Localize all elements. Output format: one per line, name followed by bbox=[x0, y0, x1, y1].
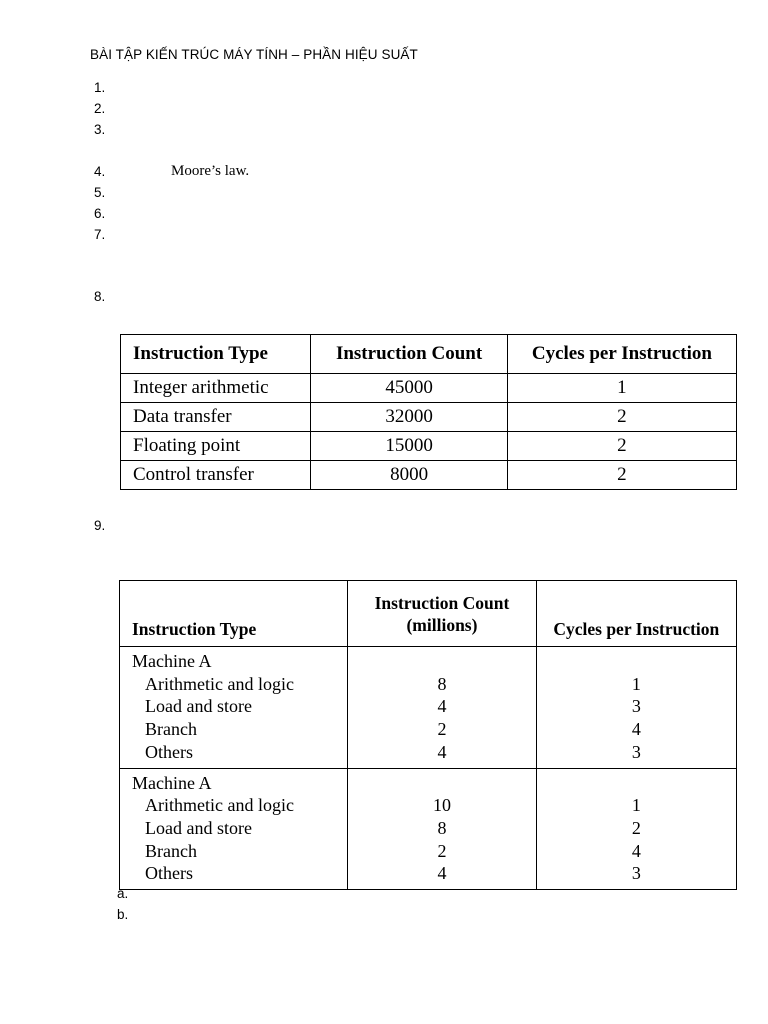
count-value: 8 bbox=[437, 673, 447, 694]
instruction-type-label: Branch bbox=[145, 840, 197, 861]
item-number-2: 2. bbox=[94, 101, 106, 116]
table-cell: 45000 bbox=[311, 374, 508, 403]
instruction-type-label: Load and store bbox=[145, 696, 252, 717]
table-header-cell: Instruction Type bbox=[121, 335, 311, 374]
table-cell-counts bbox=[348, 768, 536, 890]
table-row bbox=[121, 432, 737, 461]
machine-label: Machine A bbox=[132, 651, 212, 671]
table-cell: 2 bbox=[507, 461, 736, 490]
table-header-row bbox=[120, 581, 737, 647]
table-cell: 8000 bbox=[311, 461, 508, 490]
cpi-value: 1 bbox=[631, 673, 641, 694]
table-cell: 15000 bbox=[311, 432, 508, 461]
table-header-cell: Instruction Type bbox=[120, 581, 348, 647]
cpi-value: 2 bbox=[631, 817, 641, 838]
table-header-cell: Cycles per Instruction bbox=[536, 581, 736, 647]
table-cell-names bbox=[120, 647, 348, 769]
item-4-text: Moore’s law. bbox=[171, 163, 250, 179]
table-row bbox=[121, 374, 737, 403]
cpi-value: 4 bbox=[631, 719, 641, 740]
table-header-row bbox=[121, 335, 737, 374]
item-number-4: 4. bbox=[94, 164, 106, 179]
count-value: 4 bbox=[437, 696, 447, 717]
table-group-row bbox=[120, 768, 737, 890]
table-row bbox=[121, 403, 737, 432]
cpi-value: 3 bbox=[631, 863, 641, 884]
table-header-cell: Instruction Count (millions) bbox=[348, 581, 536, 647]
table-row bbox=[121, 461, 737, 490]
cpi-value: 1 bbox=[631, 795, 641, 816]
instruction-type-label: Branch bbox=[145, 719, 197, 740]
count-value: 10 bbox=[432, 795, 451, 816]
table-cell: Integer arithmetic bbox=[121, 374, 311, 403]
table-group-row bbox=[120, 647, 737, 769]
table-cell-counts bbox=[348, 647, 536, 769]
instruction-type-label: Arithmetic and logic bbox=[145, 795, 294, 816]
cpi-value: 4 bbox=[631, 840, 641, 861]
item-number-3: 3. bbox=[94, 122, 106, 137]
instruction-type-label: Arithmetic and logic bbox=[145, 673, 294, 694]
table-cell: 1 bbox=[507, 374, 736, 403]
instruction-type-label: Load and store bbox=[145, 817, 252, 838]
item-number-1: 1. bbox=[94, 80, 106, 95]
table-cell-names bbox=[120, 768, 348, 890]
cpi-value: 3 bbox=[631, 741, 641, 762]
table-header-cell: Instruction Count bbox=[311, 335, 508, 374]
table-cell-cpi bbox=[536, 768, 736, 890]
item-number-7: 7. bbox=[94, 227, 106, 242]
count-value: 2 bbox=[437, 840, 447, 861]
page-title: BÀI TẬP KIẾN TRÚC MÁY TÍNH – PHẦN HIỆU SUẤT bbox=[90, 47, 418, 62]
table-cell-cpi bbox=[536, 647, 736, 769]
count-value: 8 bbox=[437, 817, 447, 838]
item-number-5: 5. bbox=[94, 185, 106, 200]
count-value: 2 bbox=[437, 719, 447, 740]
table-cell: 2 bbox=[507, 403, 736, 432]
instruction-type-label: Others bbox=[145, 741, 193, 762]
subitem-b: b. bbox=[117, 907, 129, 922]
machine-label: Machine A bbox=[132, 772, 212, 793]
instruction-table-1 bbox=[120, 334, 737, 490]
item-number-6: 6. bbox=[94, 206, 106, 221]
instruction-table-2 bbox=[119, 580, 737, 890]
table-cell: Floating point bbox=[121, 432, 311, 461]
count-value: 4 bbox=[437, 741, 447, 762]
table-cell: Data transfer bbox=[121, 403, 311, 432]
item-number-8: 8. bbox=[94, 289, 106, 304]
count-value: 4 bbox=[437, 863, 447, 884]
table-cell: Control transfer bbox=[121, 461, 311, 490]
table-cell: 2 bbox=[507, 432, 736, 461]
table-header-cell: Cycles per Instruction bbox=[507, 335, 736, 374]
table-cell: 32000 bbox=[311, 403, 508, 432]
instruction-type-label: Others bbox=[145, 863, 193, 884]
item-number-9: 9. bbox=[94, 518, 106, 533]
cpi-value: 3 bbox=[631, 696, 641, 717]
subitem-a: a. bbox=[117, 886, 129, 901]
